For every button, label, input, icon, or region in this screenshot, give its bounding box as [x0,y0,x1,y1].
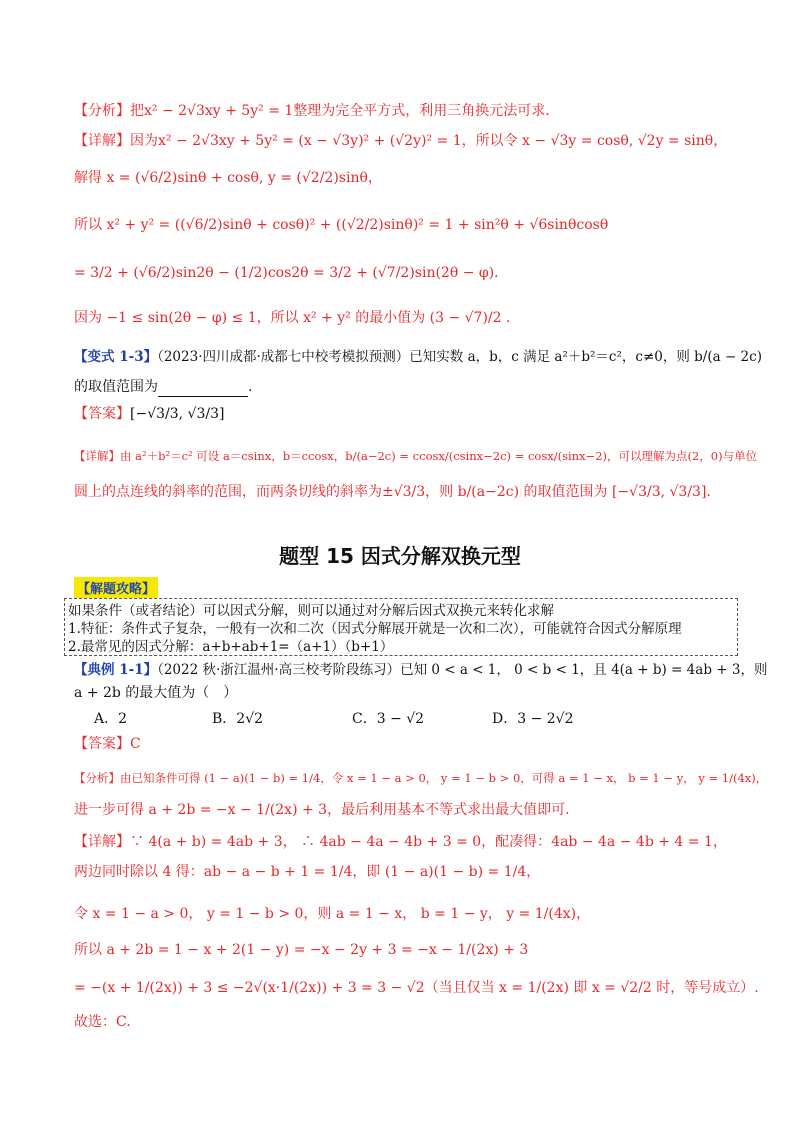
example-analysis-1 [74,768,768,788]
example-analysis-2 [74,800,730,820]
detail-text-3: 所以 x² + y² = ((√6/2)sinθ + cosθ)² + ((√2/2)sinθ)² = 1 + sin²θ + √6sinθcosθ [74,217,609,233]
bianshi-detail-2 [74,482,730,502]
example-detail-text-3: 令 x = 1 − a > 0， y = 1 − b > 0，则 a = 1 − x， b = 1 − y， y = 1/(4x)， [74,906,591,922]
box-line-3: 2.最常见的因式分解：a+b+ab+1=（a+1）（b+1） [68,639,394,655]
bianshi-question-end: . [248,379,253,395]
example-analysis-text-1: 由已知条件可得 (1 − a)(1 − b) = 1/4，令 x = 1 − a > 0， y = 1 − b > 0，可得 a = 1 − x， b = 1 − y， y = 1/(4x)， [120,771,768,785]
choice-a: A．2 [94,711,128,727]
example-question-text: 已知 0 < a < 1， 0 < b < 1，且 4(a + b) = 4ab + 3，则 [400,662,768,678]
bianshi-detail-label: 【详解】 [74,449,120,463]
detail-label: 【详解】 [74,133,130,149]
example-detail-text-5: = −(x + 1/(2x)) + 3 ≤ −2√(x·1/(2x)) + 3 = 3 − √2（当且仅当 x = 1/(2x) 即 x = √2/2 时，等号成立）. [74,980,759,996]
example-analysis-text-2: 进一步可得 a + 2b = −x − 1/(2x) + 3，最后利用基本不等式求出最大值即可. [74,802,570,818]
bianshi-detail-text-1: 由 a²＋b²＝c² 可设 a＝csinx，b＝ccosx，b/(a−2c) = ccosx/(csinx−2c) = cosx/(sinx−2)，可以理解为点(2，0)与单位 [120,449,758,463]
example-answer-value: C [130,736,141,752]
example-detail-1 [74,832,730,852]
example-detail-label: 【详解】 [74,834,130,850]
example-analysis-label: 【分析】 [74,771,120,785]
bianshi-question [74,347,762,367]
example-label: 【典例 1-1】 [74,662,158,678]
bianshi-question-2 [74,377,730,397]
strategy-label: 【解题攻略】 [74,577,158,598]
example-detail-3 [74,904,730,924]
detail-text-2: 解得 x = (√6/2)sinθ + cosθ, y = (√2/2)sinθ， [74,170,382,186]
detail-line-5 [74,308,730,328]
detail-text-5: 因为 −1 ≤ sin(2θ − φ) ≤ 1，所以 x² + y² 的最小值为 (3 − √7)/2 . [74,310,511,326]
example-conclusion-text: 故选：C. [74,1014,131,1030]
analysis-label: 【分析】 [74,103,130,119]
example-conclusion [74,1012,730,1032]
example-detail-4 [74,940,730,960]
example-detail-text-1: ∵ 4(a + b) = 4ab + 3， ∴ 4ab − 4a − 4b + 3 = 0，配凑得：4ab − 4a − 4b + 4 = 1， [130,834,727,850]
choice-d: D．3 − 2√2 [492,711,574,727]
example-detail-5 [74,978,759,998]
detail-line-3 [74,215,730,235]
box-line-1: 如果条件（或者结论）可以因式分解，则可以通过对分解后因式双换元来转化求解 [68,603,554,619]
analysis-text: 把x² − 2√3xy + 5y² = 1整理为完全平方式，利用三角换元法可求. [130,103,550,119]
detail-line-1 [74,131,730,151]
answer-blank [158,382,248,397]
bianshi-label: 【变式 1-3】 [74,349,158,365]
choice-c: C．3 − √2 [352,711,425,727]
bianshi-answer-value: [−√3/3, √3/3] [130,406,225,422]
detail-line-4 [74,263,730,283]
example-answer [74,734,730,754]
example-answer-label: 【答案】 [74,736,130,752]
detail-text-4: = 3/2 + (√6/2)sin2θ − (1/2)cos2θ = 3/2 + (√7/2)sin(2θ − φ). [74,265,499,281]
bianshi-detail-1 [74,446,758,466]
detail-line-2 [74,168,730,188]
section-title: 题型 15 因式分解双换元型 [279,544,521,568]
analysis-line [74,101,730,121]
example-detail-text-2: 两边同时除以 4 得：ab − a − b + 1 = 1/4，即 (1 − a)(1 − b) = 1/4， [74,864,541,880]
detail-text-1: 因为x² − 2√3xy + 5y² = (x − √3y)² + (√2y)² = 1，所以令 x − √3y = cosθ, √2y = sinθ， [130,133,728,149]
bianshi-detail-text-2: 圆上的点连线的斜率的范围，而两条切线的斜率为±√3/3，则 b/(a−2c) 的取值范围为 [−√3/3, √3/3]. [74,484,711,500]
bianshi-answer [74,404,730,424]
example-question-text-2: a + 2b 的最大值为（ ） [74,685,238,701]
bianshi-source: （2023·四川成都·成都七中校考模拟预测） [157,349,410,365]
box-line-2: 1.特征：条件式子复杂，一般有一次和二次（因式分解展开就是一次和二次），可能就符合因式分解原理 [68,621,682,637]
example-detail-text-4: 所以 a + 2b = 1 − x + 2(1 − y) = −x − 2y + 3 = −x − 1/(2x) + 3 [74,942,529,958]
example-question-2 [74,683,730,703]
example-detail-2 [74,862,730,882]
choice-b: B．2√2 [212,711,264,727]
bianshi-question-text: 已知实数 a，b，c 满足 a²＋b²＝c²，c≠0，则 b/(a − 2c) [409,349,762,365]
bianshi-question-text-2: 的取值范围为 [74,379,158,395]
example-source: （2022 秋·浙江温州·高三校考阶段练习） [157,662,401,678]
bianshi-answer-label: 【答案】 [74,406,130,422]
example-question [74,660,768,680]
